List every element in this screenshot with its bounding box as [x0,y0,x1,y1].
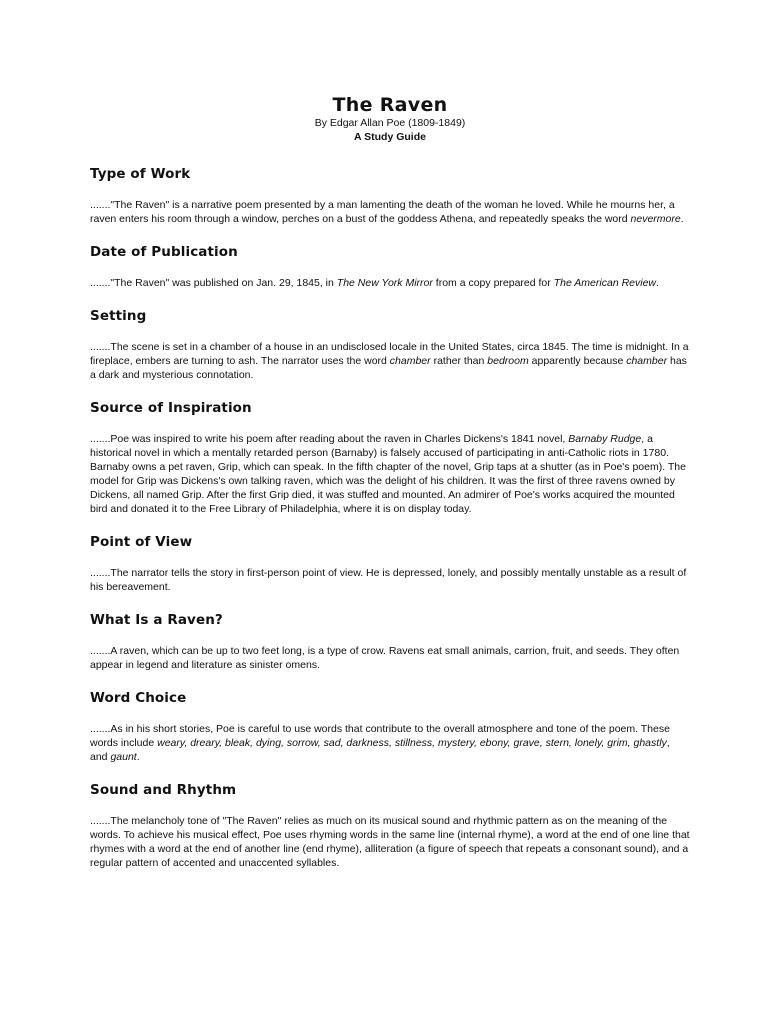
body-text: .......As in his short stories, Poe is careful to use words that contribute to the overall atmosphere and tone of the poem. These words include [90,723,670,749]
body-text: . [136,751,140,763]
section-source-of-inspiration [90,400,690,516]
section-date-of-publication [90,244,690,290]
body-text: . [656,277,659,289]
body-text: .......The narrator tells the story in first-person point of view. He is depressed, lonely, and possibly mentally unstable as a result of his bereavement. [90,567,687,593]
section-sound-and-rhythm [90,782,690,870]
body-text: ......."The Raven" was published on Jan. 29, 1845, in [90,277,337,289]
section-setting [90,308,690,382]
section-body [90,198,690,226]
document-title: The Raven [332,94,448,116]
section-body [90,276,690,290]
publication-title: The American Review [553,277,657,289]
document-subtitle: A Study Guide [354,131,426,143]
section-body [90,814,690,870]
section-type-of-work [90,166,690,226]
section-body [90,722,690,764]
body-text: . [680,213,684,225]
italic-term: gaunt [110,751,137,763]
section-heading: Date of Publication [90,244,238,260]
section-body [90,340,690,382]
word-list: weary, dreary, bleak, dying, sorrow, sad, darkness, stillness, mystery, ebony, grave, stern, lonely, grim, ghastly [157,737,667,749]
body-text: rather than [430,355,488,367]
body-text: has a dark and mysterious connotation. [90,355,687,381]
section-heading: What Is a Raven? [90,612,223,628]
italic-term: chamber [626,355,668,367]
section-heading: Point of View [90,534,193,550]
section-heading: Source of Inspiration [90,400,252,416]
novel-title: Barnaby Rudge [568,433,642,445]
section-body [90,566,690,594]
italic-term: nevermore [630,213,681,225]
section-body [90,432,690,516]
publication-title: The New York Mirror [336,277,433,289]
body-text: , and [90,737,670,763]
section-point-of-view [90,534,690,594]
italic-term: chamber [389,355,431,367]
section-heading: Setting [90,308,147,324]
italic-term: bedroom [487,355,529,367]
study-guide [90,94,690,870]
section-what-is-a-raven [90,612,690,672]
section-heading: Sound and Rhythm [90,782,237,798]
body-text: .......The melancholy tone of "The Raven" relies as much on its musical sound and rhythmic pattern as on the meaning of the words. To achieve his musical effect, Poe uses rhyming words in the same line (internal rhyme), a word at the end of one line that rhymes with a word at the end of another line (end rhyme), alliteration (a figure of speech that repeats a consonant sound), and a regular pattern of accented and unaccented syllables. [90,815,690,869]
body-text: .......A raven, which can be up to two feet long, is a type of crow. Ravens eat small animals, carrion, fruit, and seeds. They often appear in legend and literature as sinister omens. [90,645,680,671]
body-text: .......The scene is set in a chamber of a house in an undisclosed locale in the United States, circa 1845. The time is midnight. In a fireplace, embers are turning to ash. The narrator uses the word [90,341,689,367]
section-body [90,644,690,672]
body-text: , a historical novel in which a mentally retarded person (Barnaby) is falsely accused of participating in anti-Catholic riots in 1780. Barnaby owns a pet raven, Grip, which can speak. In the fifth chapter of the novel, Grip taps at a shutter (as in Poe's poem). The model for Grip was Dickens's own talking raven, which was the delight of his children. It was the first of three ravens owned by Dickens, all named Grip. After the first Grip died, it was stuffed and mounted. An admirer of Poe's works acquired the mounted bird and donated it to the Free Library of Philadelphia, where it is on display today. [90,433,686,515]
body-text: from a copy prepared for [432,277,554,289]
body-text: .......Poe was inspired to write his poem after reading about the raven in Charles Dickens's 1841 novel, [90,433,569,445]
section-word-choice [90,690,690,764]
body-text: apparently because [528,355,627,367]
section-heading: Type of Work [90,166,191,182]
author-byline: By Edgar Allan Poe (1809-1849) [314,117,466,129]
section-heading: Word Choice [90,690,187,706]
body-text: ......."The Raven" is a narrative poem presented by a man lamenting the death of the woman he loved. While he mourns her, a raven enters his room through a window, perches on a bust of the goddess Athena, and repeatedly speaks the word [90,199,675,225]
